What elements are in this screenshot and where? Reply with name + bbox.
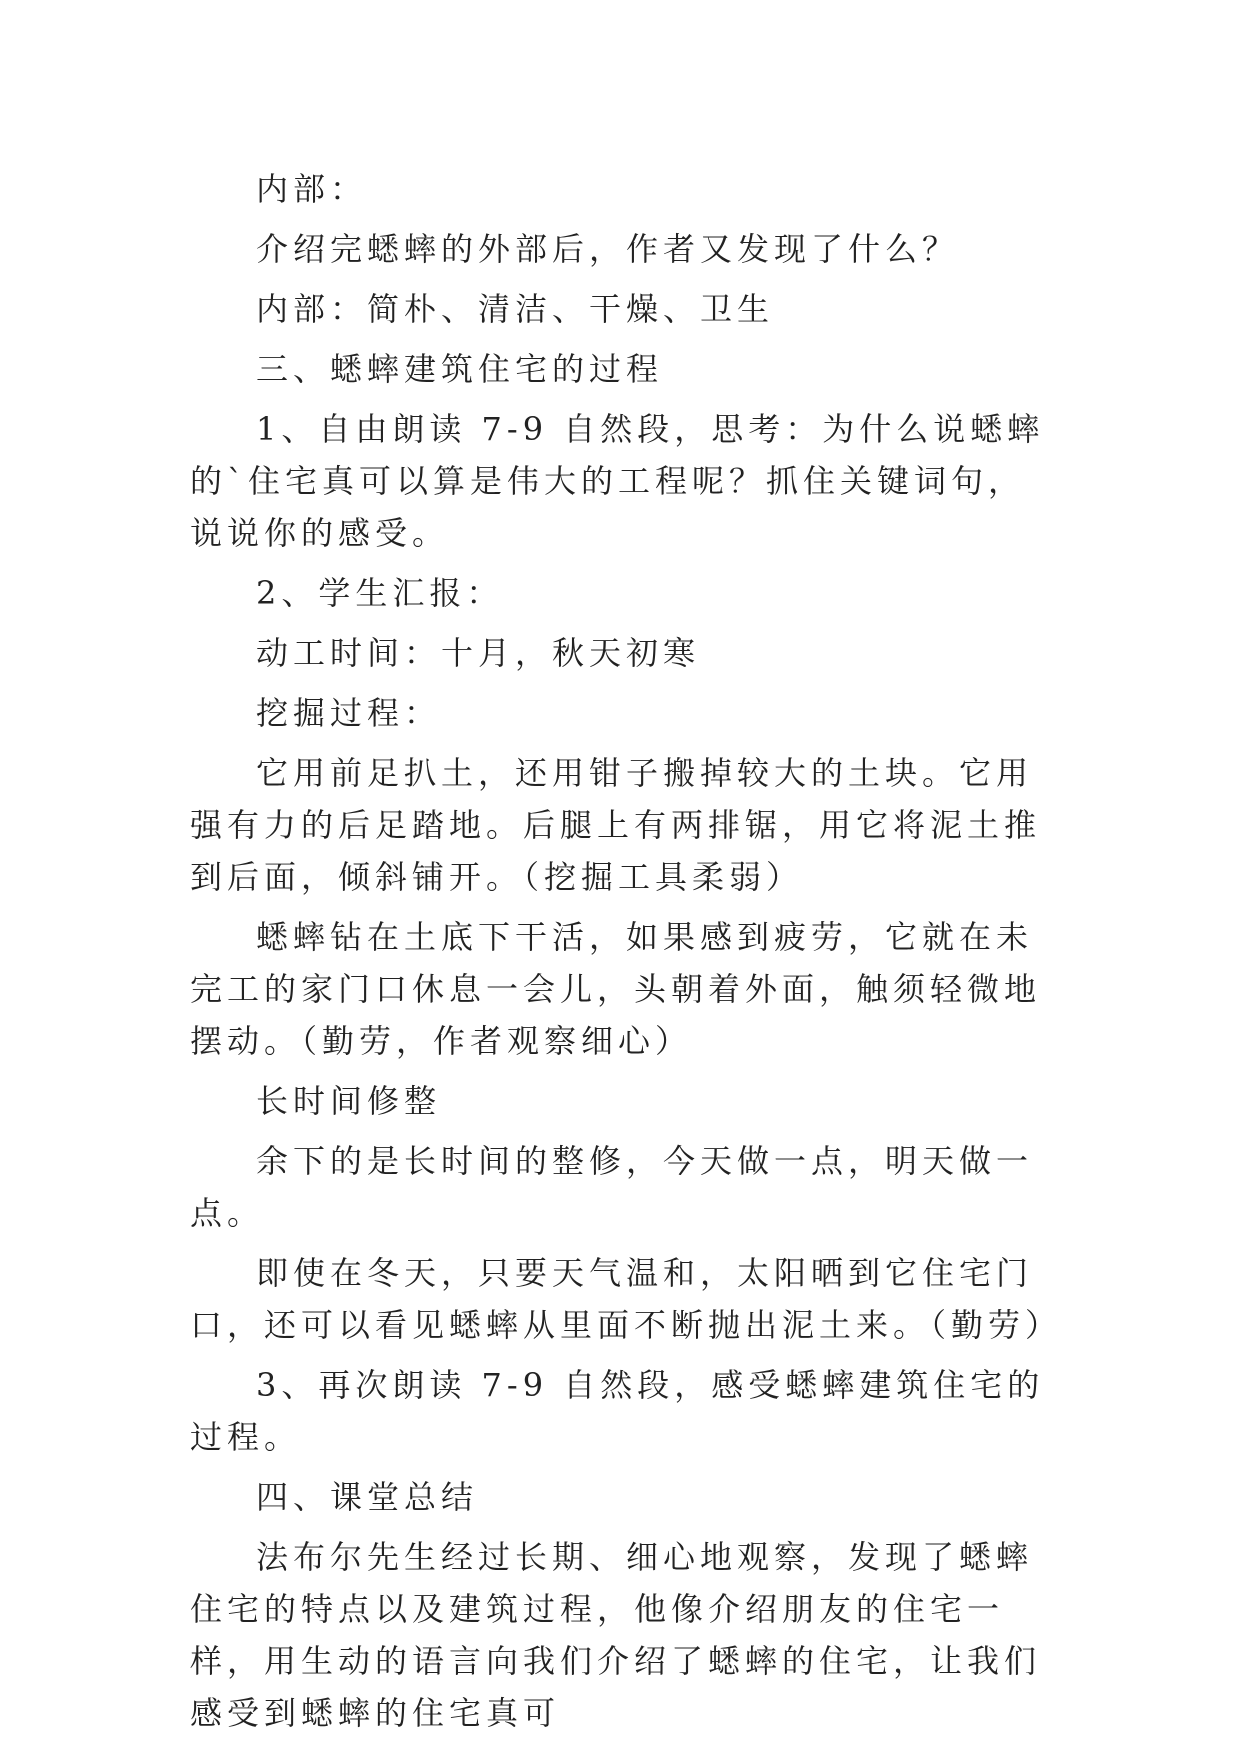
section-heading-building-process: 三、蟋蟀建筑住宅的过程 (256, 350, 664, 388)
paragraph-read-task: 1、自由朗读 7-9 自然段，思考：为什么说蟋蟀的`住宅真可以算是伟大的工程呢？抓住关键词句，说说你的感受。 (190, 410, 1045, 552)
paragraph-interior-features: 内部：简朴、清洁、干燥、卫生 (256, 290, 775, 328)
paragraph-digging-heading: 挖掘过程： (256, 694, 442, 732)
paragraph-winter-work: 即使在冬天，只要天气温和，太阳晒到它住宅门口，还可以看见蟋蟀从里面不断抛出泥土来。（勤劳） (190, 1254, 1063, 1344)
paragraph-long-repair-heading: 长时间修整 (256, 1082, 442, 1120)
section-heading-summary: 四、课堂总结 (256, 1478, 479, 1516)
paragraph-summary: 法布尔先生经过长期、细心地观察，发现了蟋蟀住宅的特点以及建筑过程，他像介绍朋友的住宅一样，用生动的语言向我们介绍了蟋蟀的住宅，让我们感受到蟋蟀的住宅真可 (190, 1538, 1042, 1732)
document-body (190, 163, 1063, 1747)
paragraph-working-underground: 蟋蟀钻在土底下干活，如果感到疲劳，它就在未完工的家门口休息一会儿，头朝着外面，触须轻微地摆动。（勤劳，作者观察细心） (190, 918, 1042, 1060)
paragraph-interior-heading: 内部： (256, 170, 368, 208)
paragraph-reread-task: 3、再次朗读 7-9 自然段，感受蟋蟀建筑住宅的过程。 (190, 1366, 1045, 1456)
paragraph-daily-repair: 余下的是长时间的整修，今天做一点，明天做一点。 (190, 1142, 1034, 1232)
paragraph-question: 介绍完蟋蟀的外部后，作者又发现了什么？ (256, 230, 960, 268)
paragraph-student-report: 2、学生汇报： (256, 574, 504, 612)
paragraph-start-time: 动工时间：十月，秋天初寒 (256, 634, 701, 672)
paragraph-digging-description: 它用前足扒土，还用钳子搬掉较大的土块。它用强有力的后足踏地。后腿上有两排锯，用它将泥土推到后面，倾斜铺开。（挖掘工具柔弱） (190, 754, 1042, 896)
